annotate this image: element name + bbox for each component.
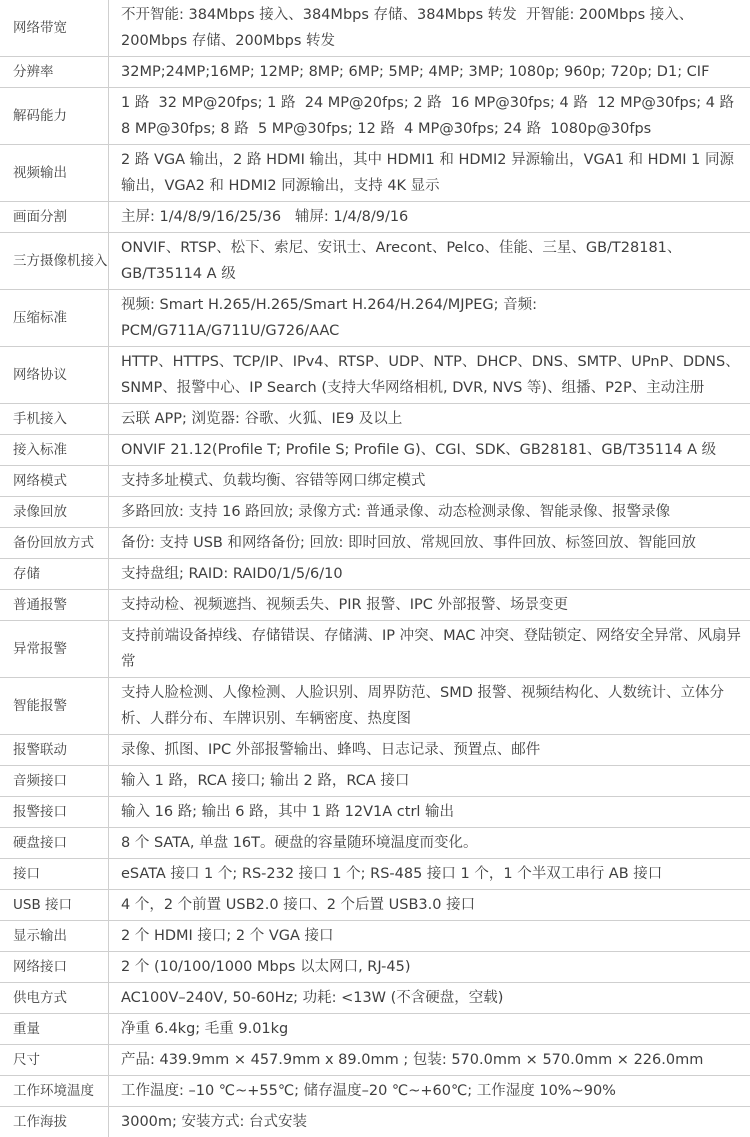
spec-label: 供电方式 — [0, 983, 109, 1013]
spec-label: 接口 — [0, 859, 109, 889]
spec-value: 支持盘组; RAID: RAID0/1/5/6/10 — [121, 566, 343, 582]
table-row — [0, 735, 750, 766]
table-row — [0, 678, 750, 735]
spec-value: 录像、抓图、IPC 外部报警输出、蜂鸣、日志记录、预置点、邮件 — [121, 742, 541, 758]
spec-label: 网络协议 — [0, 347, 109, 403]
spec-label: 画面分割 — [0, 202, 109, 232]
table-row — [0, 890, 750, 921]
table-row — [0, 859, 750, 890]
spec-label: 网络模式 — [0, 466, 109, 496]
table-row — [0, 233, 750, 290]
spec-value: 2 路 VGA 输出，2 路 HDMI 输出，其中 HDMI1 和 HDMI2 异源输出，VGA1 和 HDMI 1 同源输出，VGA2 和 HDMI2 同源输出，支持 4K 显示 — [121, 152, 734, 194]
table-row — [0, 559, 750, 590]
spec-label: 工作环境温度 — [0, 1076, 109, 1106]
spec-label: 网络带宽 — [0, 0, 109, 56]
table-row — [0, 766, 750, 797]
spec-value: eSATA 接口 1 个; RS-232 接口 1 个; RS-485 接口 1 个，1 个半双工串行 AB 接口 — [121, 866, 663, 882]
spec-label: 网络接口 — [0, 952, 109, 982]
spec-value: 产品: 439.9mm × 457.9mm x 89.0mm ; 包装: 570.0mm × 570.0mm × 226.0mm — [121, 1052, 704, 1068]
spec-value: HTTP、HTTPS、TCP/IP、IPv4、RTSP、UDP、NTP、DHCP、DNS、SMTP、UPnP、DDNS、SNMP、报警中心、IP Search (支持大华网络相机, DVR, NVS 等)、组播、P2P、主动注册 — [121, 354, 740, 396]
spec-label: 音频接口 — [0, 766, 109, 796]
table-row — [0, 404, 750, 435]
table-row — [0, 1107, 750, 1137]
table-row — [0, 528, 750, 559]
table-row — [0, 202, 750, 233]
spec-value: 2 个 HDMI 接口; 2 个 VGA 接口 — [121, 928, 334, 944]
spec-value: 工作温度: –10 ℃~+55℃; 储存温度–20 ℃~+60℃; 工作湿度 10%~90% — [121, 1083, 616, 1099]
spec-label: 显示输出 — [0, 921, 109, 951]
spec-value: AC100V–240V, 50-60Hz; 功耗: <13W (不含硬盘，空载) — [121, 990, 504, 1006]
spec-value: 支持前端设备掉线、存储错误、存储满、IP 冲突、MAC 冲突、登陆锁定、网络安全异常、风扇异常 — [121, 628, 742, 670]
spec-value: 3000m; 安装方式: 台式安装 — [121, 1114, 308, 1130]
spec-label: 尺寸 — [0, 1045, 109, 1075]
spec-label: 异常报警 — [0, 621, 109, 677]
table-row — [0, 921, 750, 952]
table-row — [0, 290, 750, 347]
spec-value: 支持多址模式、负载均衡、容错等网口绑定模式 — [121, 473, 426, 489]
spec-label: 视频输出 — [0, 145, 109, 201]
table-row — [0, 497, 750, 528]
spec-label: 压缩标准 — [0, 290, 109, 346]
spec-value: 支持动检、视频遮挡、视频丢失、PIR 报警、IPC 外部报警、场景变更 — [121, 597, 568, 613]
spec-label: 手机接入 — [0, 404, 109, 434]
spec-value: 主屏: 1/4/8/9/16/25/36 辅屏: 1/4/8/9/16 — [121, 209, 409, 225]
spec-value: 1 路 32 MP@20fps; 1 路 24 MP@20fps; 2 路 16 MP@30fps; 4 路 12 MP@30fps; 4 路 8 MP@30fps; 8 路 5 MP@30fps; 12 路 4 MP@30fps; 24 路 1080p@30fps — [121, 95, 744, 137]
table-row — [0, 952, 750, 983]
spec-label: 接入标准 — [0, 435, 109, 465]
spec-label: 存储 — [0, 559, 109, 589]
table-row — [0, 590, 750, 621]
spec-value: 净重 6.4kg; 毛重 9.01kg — [121, 1021, 289, 1037]
table-row — [0, 435, 750, 466]
spec-value: 4 个，2 个前置 USB2.0 接口、2 个后置 USB3.0 接口 — [121, 897, 476, 913]
spec-value: ONVIF、RTSP、松下、索尼、安讯士、Arecont、Pelco、佳能、三星、GB/T28181、GB/T35114 A 级 — [121, 240, 682, 282]
spec-label: 报警接口 — [0, 797, 109, 827]
spec-label: 报警联动 — [0, 735, 109, 765]
table-row — [0, 1045, 750, 1076]
table-row — [0, 57, 750, 88]
spec-value: 多路回放: 支持 16 路回放; 录像方式: 普通录像、动态检测录像、智能录像、报警录像 — [121, 504, 671, 520]
spec-label: 解码能力 — [0, 88, 109, 144]
spec-value: 不开智能: 384Mbps 接入、384Mbps 存储、384Mbps 转发 开智能: 200Mbps 接入、200Mbps 存储、200Mbps 转发 — [121, 7, 694, 49]
spec-value: ONVIF 21.12(Profile T; Profile S; Profile G)、CGI、SDK、GB28181、GB/T35114 A 级 — [121, 442, 717, 458]
table-row — [0, 828, 750, 859]
spec-value: 输入 1 路，RCA 接口; 输出 2 路，RCA 接口 — [121, 773, 410, 789]
spec-value: 云联 APP; 浏览器: 谷歌、火狐、IE9 及以上 — [121, 411, 403, 427]
spec-value: 备份: 支持 USB 和网络备份; 回放: 即时回放、常规回放、事件回放、标签回放、智能回放 — [121, 535, 696, 551]
table-row — [0, 797, 750, 828]
table-row — [0, 983, 750, 1014]
spec-value: 支持人脸检测、人像检测、人脸识别、周界防范、SMD 报警、视频结构化、人数统计、立体分析、人群分布、车牌识别、车辆密度、热度图 — [121, 685, 724, 727]
spec-label: 普通报警 — [0, 590, 109, 620]
spec-label: 三方摄像机接入 — [0, 233, 109, 289]
spec-value: 8 个 SATA, 单盘 16T。硬盘的容量随环境温度而变化。 — [121, 835, 478, 851]
table-row — [0, 621, 750, 678]
table-row — [0, 466, 750, 497]
spec-label: 分辨率 — [0, 57, 109, 87]
table-row — [0, 1076, 750, 1107]
spec-label: 录像回放 — [0, 497, 109, 527]
spec-label: 工作海拔 — [0, 1107, 109, 1137]
spec-value: 2 个 (10/100/1000 Mbps 以太网口, RJ-45) — [121, 959, 411, 975]
spec-value: 32MP;24MP;16MP; 12MP; 8MP; 6MP; 5MP; 4MP; 3MP; 1080p; 960p; 720p; D1; CIF — [121, 64, 710, 80]
spec-value: 输入 16 路; 输出 6 路，其中 1 路 12V1A ctrl 输出 — [121, 804, 455, 820]
spec-value: 视频: Smart H.265/H.265/Smart H.264/H.264/MJPEG; 音频: PCM/G711A/G711U/G726/AAC — [121, 297, 542, 339]
spec-label: USB 接口 — [0, 890, 109, 920]
spec-label: 智能报警 — [0, 678, 109, 734]
table-row — [0, 1014, 750, 1045]
table-row — [0, 145, 750, 202]
spec-label: 硬盘接口 — [0, 828, 109, 858]
spec-label: 重量 — [0, 1014, 109, 1044]
table-row — [0, 0, 750, 57]
table-row — [0, 88, 750, 145]
spec-label: 备份回放方式 — [0, 528, 109, 558]
table-row — [0, 347, 750, 404]
